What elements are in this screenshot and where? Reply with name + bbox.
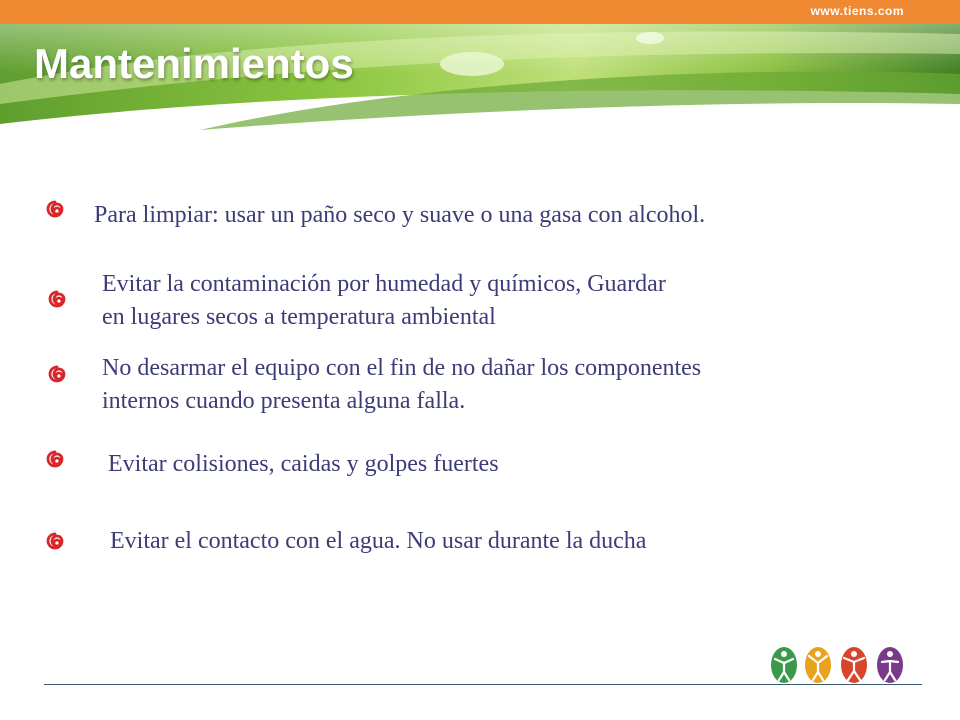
page-title: Mantenimientos [34,40,354,87]
bullet-line: Evitar colisiones, caidas y golpes fuertes [108,451,499,477]
people-figures-logo-icon [770,644,910,684]
bullet-line: Evitar el contacto con el agua. No usar durante la ducha [110,528,647,554]
bullet-line: en lugares secos a temperatura ambiental [102,304,496,330]
footer-divider [44,684,922,685]
bullet-line: Para limpiar: usar un paño seco y suave o una gasa con alcohol. [94,202,706,228]
bullet-line: No desarmar el equipo con el fin de no dañar los componentes [102,355,702,381]
bullet-text-water [110,525,646,558]
bullet-text-cleaning [94,199,705,232]
swirl-bullet-icon [44,198,66,220]
swirl-bullet-icon [46,363,68,385]
swirl-bullet-icon [46,288,68,310]
site-url: www.tiens.com [810,4,904,18]
swirl-bullet-icon [44,530,66,552]
bullet-line: internos cuando presenta alguna falla. [102,388,466,414]
bullet-text-disassembly [102,352,701,418]
bullet-line: Evitar la contaminación por humedad y químicos, Guardar [102,271,666,297]
top-bar [0,0,960,24]
swirl-bullet-icon [44,448,66,470]
bullet-text-collisions [108,448,499,481]
bullet-text-contamination [102,268,666,334]
